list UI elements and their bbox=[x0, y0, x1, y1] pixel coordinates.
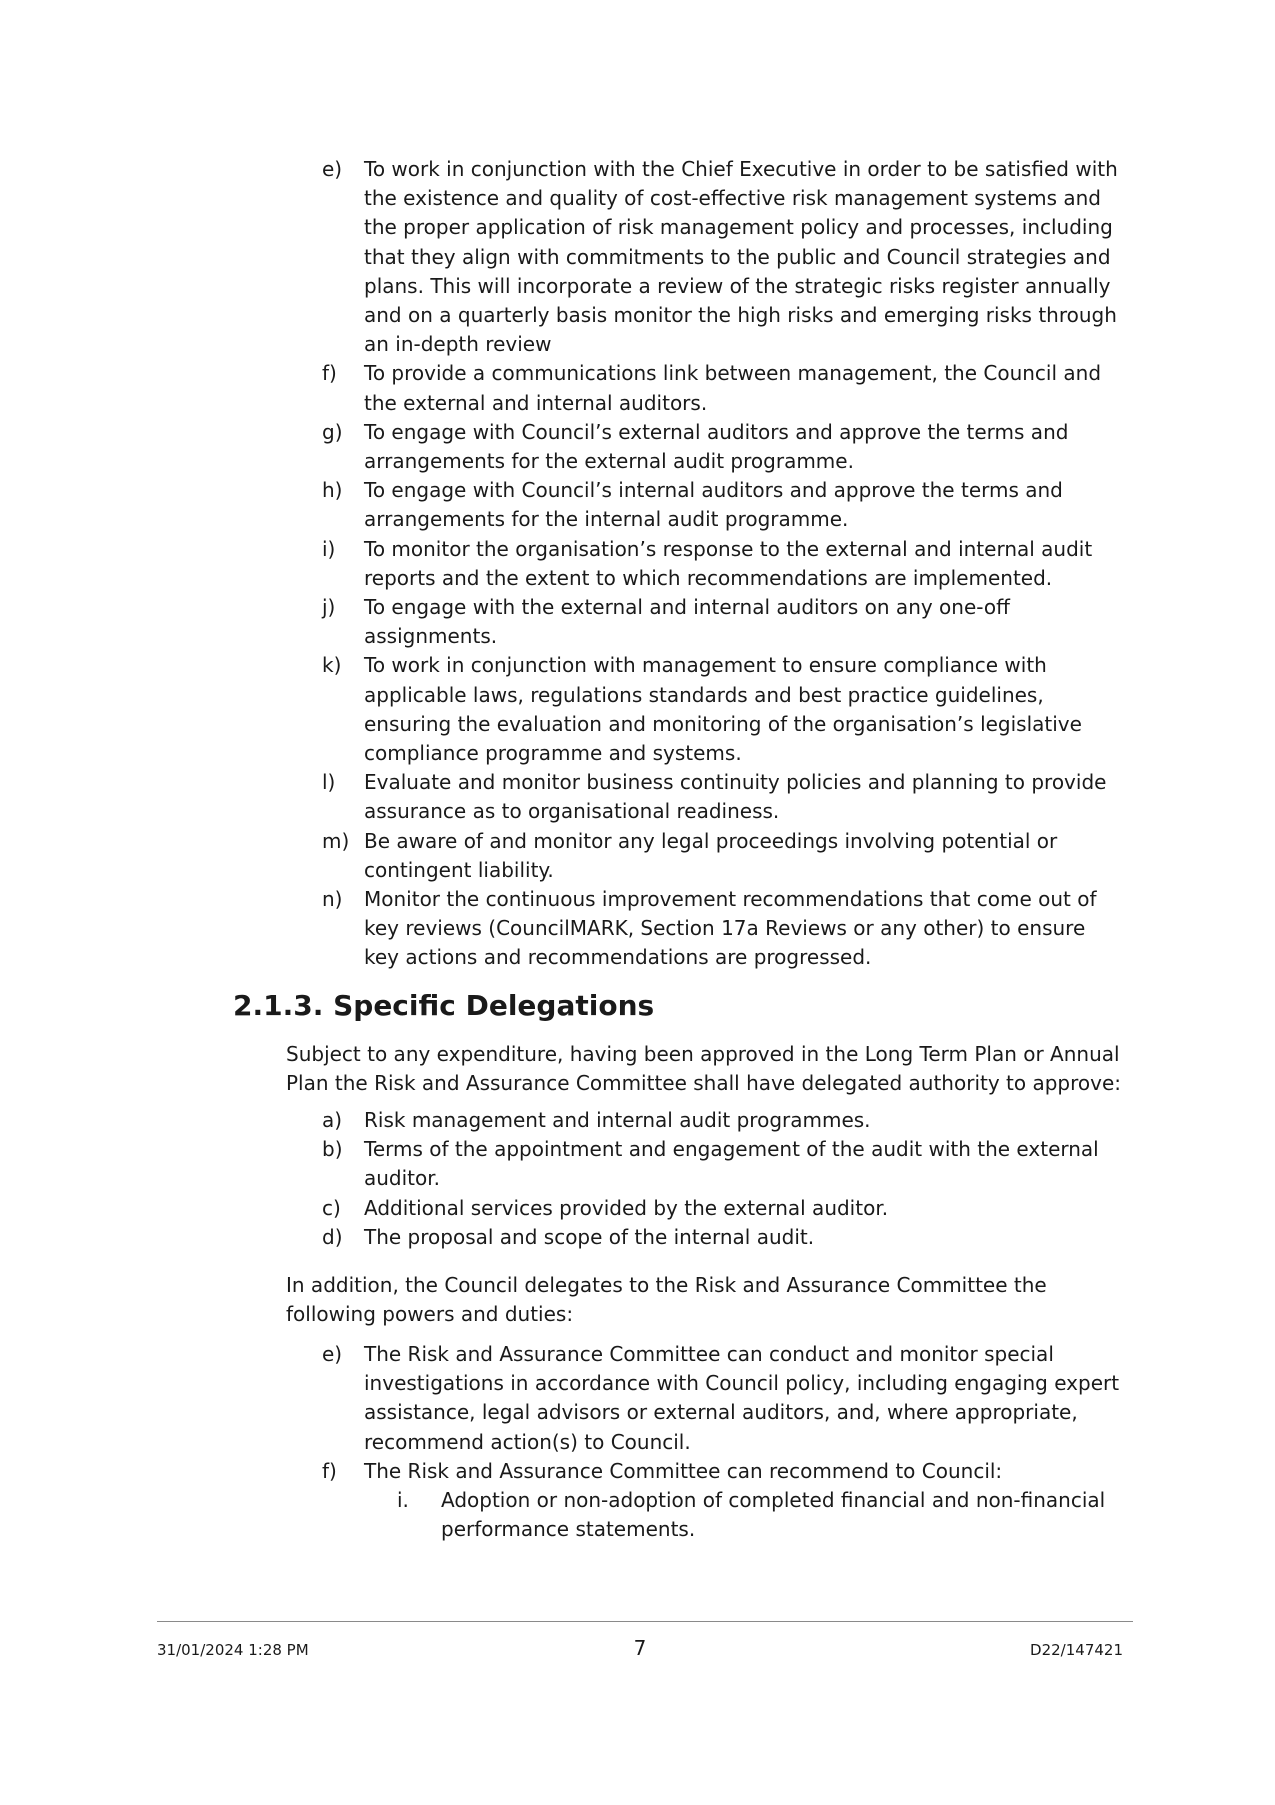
list-item-text: To work in conjunction with the Chief Executive in order to be satisfied with the existence and quality of cost-effective risk management systems and the proper application of risk management policy and processes, including that they align with commitments to the public and Council strategies and plans. This will incorporate a review of the strategic risks register annually and on a quarterly basis monitor the high risks and emerging risks through an in-depth review bbox=[364, 157, 1118, 357]
list-marker: f) bbox=[322, 1458, 337, 1483]
list-item bbox=[322, 651, 1122, 768]
list-item bbox=[322, 1340, 1122, 1457]
list-item bbox=[322, 1194, 1122, 1223]
list-marker: l) bbox=[322, 770, 336, 795]
list-marker: b) bbox=[322, 1137, 343, 1162]
list-item-text: To monitor the organisation’s response to the external and internal audit reports and the extent to which recommendations are implemented. bbox=[364, 536, 1093, 590]
list-marker: i) bbox=[322, 536, 336, 561]
list-item bbox=[322, 593, 1122, 651]
list-marker: e) bbox=[322, 1342, 343, 1366]
list-item-text: To engage with Council’s external auditors and approve the terms and arrangements for the external audit programme. bbox=[364, 419, 1069, 474]
list-item bbox=[322, 476, 1122, 534]
page-number: 7 bbox=[633, 1636, 647, 1660]
powers-list bbox=[322, 1340, 1122, 1544]
list-item bbox=[322, 1223, 1122, 1252]
list-marker: m) bbox=[322, 828, 350, 853]
footer-datetime: 31/01/2024 1:28 PM bbox=[157, 1641, 309, 1659]
delegations-list bbox=[322, 1106, 1122, 1252]
list-marker: g) bbox=[322, 419, 343, 444]
responsibilities-list bbox=[322, 155, 1122, 973]
list-marker: j) bbox=[322, 595, 336, 620]
list-item-text: Monitor the continuous improvement recommendations that come out of key reviews (CouncilMARK, Section 17a Reviews or any other) to ensure key actions and recommendations are progressed. bbox=[364, 887, 1097, 970]
footer-divider bbox=[157, 1621, 1133, 1622]
list-item bbox=[322, 827, 1122, 885]
list-item-text: To engage with Council’s internal auditors and approve the terms and arrangements for the internal audit programme. bbox=[364, 478, 1063, 532]
list-item bbox=[322, 155, 1122, 359]
list-item-text: Evaluate and monitor business continuity policies and planning to provide assurance as to organisational readiness. bbox=[364, 770, 1107, 824]
list-item bbox=[322, 418, 1122, 476]
sublist-item bbox=[364, 1486, 1122, 1544]
list-item bbox=[322, 1457, 1122, 1545]
list-marker: c) bbox=[322, 1195, 341, 1220]
list-item bbox=[322, 885, 1122, 973]
list-item bbox=[322, 359, 1122, 417]
addition-paragraph: In addition, the Council delegates to the Risk and Assurance Committee the following powers and duties: bbox=[286, 1273, 1047, 1327]
list-item-text: Terms of the appointment and engagement of the audit with the external auditor. bbox=[364, 1137, 1099, 1191]
list-item-text: Additional services provided by the external auditor. bbox=[364, 1195, 889, 1220]
list-item-text: The proposal and scope of the internal audit. bbox=[364, 1224, 815, 1249]
list-marker: e) bbox=[322, 157, 343, 181]
intro-paragraph: Subject to any expenditure, having been approved in the Long Term Plan or Annual Plan the Risk and Assurance Committee shall have delegated authority to approve: bbox=[286, 1042, 1122, 1096]
list-item-text: To work in conjunction with management to ensure compliance with applicable laws, regulations standards and best practice guidelines, ensuring the evaluation and monitoring of the organisation’s legislative compliance programme and systems. bbox=[364, 653, 1082, 766]
sublist-marker: i. bbox=[397, 1488, 409, 1513]
list-marker: n) bbox=[322, 887, 343, 912]
list-marker: k) bbox=[322, 653, 342, 678]
list-marker: h) bbox=[322, 478, 343, 503]
list-marker: a) bbox=[322, 1108, 343, 1132]
document-reference: D22/147421 bbox=[1030, 1641, 1123, 1659]
list-marker: d) bbox=[322, 1224, 343, 1249]
list-item bbox=[322, 535, 1122, 593]
list-item bbox=[322, 1135, 1122, 1193]
list-item-text: Risk management and internal audit programmes. bbox=[364, 1108, 871, 1132]
list-marker: f) bbox=[322, 361, 337, 386]
recommendations-sublist bbox=[364, 1486, 1122, 1544]
list-item-text: The Risk and Assurance Committee can conduct and monitor special investigations in accordance with Council policy, including engaging expert assistance, legal advisors or external auditors, and, where appropriate, recommend action(s) to Council. bbox=[364, 1342, 1120, 1454]
list-item-text: Be aware of and monitor any legal proceedings involving potential or contingent liability. bbox=[364, 828, 1058, 882]
list-item bbox=[322, 1106, 1122, 1135]
sublist-item-text: Adoption or non-adoption of completed financial and non-financial performance statements. bbox=[441, 1488, 1106, 1542]
list-item bbox=[322, 768, 1122, 826]
list-item-text: To provide a communications link between management, the Council and the external and internal auditors. bbox=[364, 361, 1102, 415]
section-heading: 2.1.3. Specific Delegations bbox=[233, 989, 655, 1022]
list-item-text: The Risk and Assurance Committee can recommend to Council: bbox=[364, 1458, 1003, 1483]
list-item-text: To engage with the external and internal auditors on any one-off assignments. bbox=[364, 595, 1010, 649]
